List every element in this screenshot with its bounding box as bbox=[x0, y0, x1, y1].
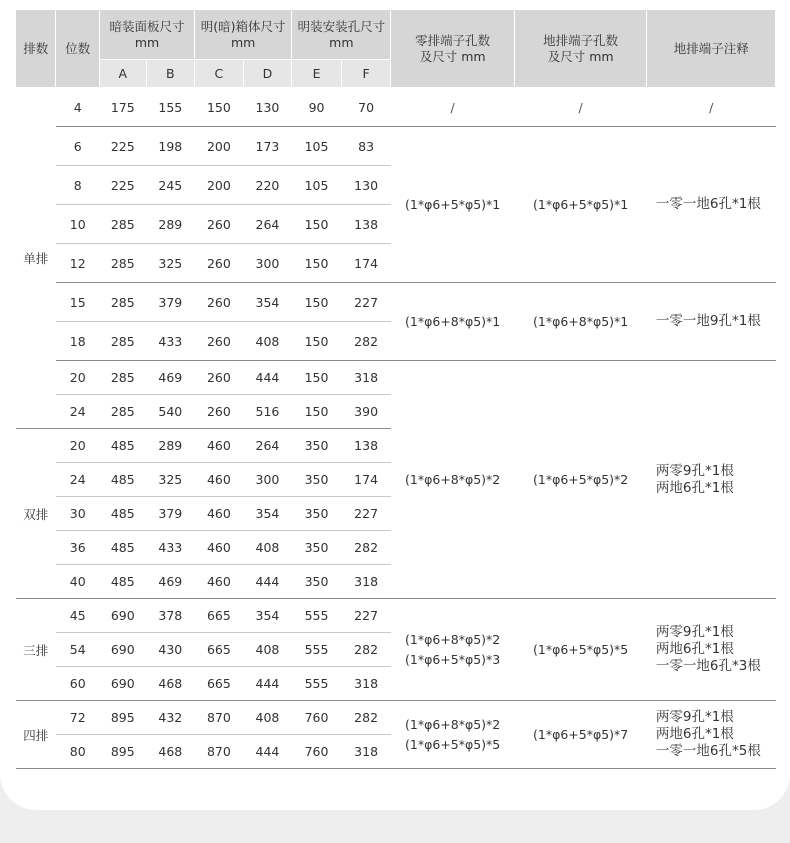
cell-c: 665 bbox=[195, 667, 244, 701]
cell-e: 760 bbox=[292, 735, 342, 769]
cell-b: 469 bbox=[146, 565, 195, 599]
cell-d: 300 bbox=[243, 244, 292, 283]
cell-b: 325 bbox=[146, 244, 195, 283]
table-row bbox=[16, 361, 776, 395]
cell-b: 468 bbox=[146, 735, 195, 769]
cell-a: 175 bbox=[99, 88, 146, 127]
cell-e: 350 bbox=[292, 497, 342, 531]
cell-c: 260 bbox=[195, 283, 244, 322]
cell-f: 138 bbox=[341, 429, 391, 463]
cell-c: 460 bbox=[195, 429, 244, 463]
cell-d: 173 bbox=[243, 127, 292, 166]
cell-e: 150 bbox=[292, 322, 342, 361]
cell-pos: 15 bbox=[56, 283, 100, 322]
cell-c: 260 bbox=[195, 361, 244, 395]
cell-e: 555 bbox=[292, 633, 342, 667]
cell-a: 485 bbox=[99, 565, 146, 599]
cell-d: 444 bbox=[243, 667, 292, 701]
cell-b: 245 bbox=[146, 166, 195, 205]
cell-d: 220 bbox=[243, 166, 292, 205]
cell-e: 150 bbox=[292, 395, 342, 429]
cell-b: 325 bbox=[146, 463, 195, 497]
cell-f: 318 bbox=[341, 565, 391, 599]
cell-note: 两零9孔*1根 两地6孔*1根 bbox=[647, 361, 776, 599]
cell-e: 350 bbox=[292, 565, 342, 599]
cell-note: 两零9孔*1根 两地6孔*1根 一零一地6孔*5根 bbox=[647, 701, 776, 769]
cell-c: 260 bbox=[195, 395, 244, 429]
cell-f: 83 bbox=[341, 127, 391, 166]
cell-f: 282 bbox=[341, 633, 391, 667]
cell-d: 408 bbox=[243, 322, 292, 361]
cell-c: 200 bbox=[195, 127, 244, 166]
cell-f: 390 bbox=[341, 395, 391, 429]
cell-f: 318 bbox=[341, 361, 391, 395]
cell-f: 227 bbox=[341, 283, 391, 322]
cell-pos: 30 bbox=[56, 497, 100, 531]
cell-c: 200 bbox=[195, 166, 244, 205]
cell-pos: 20 bbox=[56, 429, 100, 463]
cell-e: 760 bbox=[292, 701, 342, 735]
col-f: F bbox=[341, 60, 391, 88]
group-quad: 四排 bbox=[16, 701, 56, 769]
table-row bbox=[16, 127, 776, 166]
header-weishu: 位数 bbox=[56, 10, 100, 88]
cell-a: 485 bbox=[99, 497, 146, 531]
cell-pos: 80 bbox=[56, 735, 100, 769]
cell-d: 264 bbox=[243, 429, 292, 463]
cell-b: 469 bbox=[146, 361, 195, 395]
cell-c: 260 bbox=[195, 244, 244, 283]
cell-pos: 54 bbox=[56, 633, 100, 667]
cell-d: 354 bbox=[243, 283, 292, 322]
col-b: B bbox=[146, 60, 195, 88]
cell-note: 两零9孔*1根 两地6孔*1根 一零一地6孔*3根 bbox=[647, 599, 776, 701]
cell-d: 444 bbox=[243, 565, 292, 599]
cell-e: 150 bbox=[292, 244, 342, 283]
cell-d: 408 bbox=[243, 633, 292, 667]
cell-d: 444 bbox=[243, 361, 292, 395]
cell-ground: (1*φ6+5*φ5)*1 bbox=[514, 127, 647, 283]
cell-b: 198 bbox=[146, 127, 195, 166]
header-row bbox=[16, 10, 776, 60]
cell-f: 282 bbox=[341, 531, 391, 565]
cell-b: 433 bbox=[146, 531, 195, 565]
cell-pos: 18 bbox=[56, 322, 100, 361]
cell-b: 468 bbox=[146, 667, 195, 701]
cell-c: 460 bbox=[195, 497, 244, 531]
cell-c: 665 bbox=[195, 633, 244, 667]
cell-b: 433 bbox=[146, 322, 195, 361]
cell-pos: 24 bbox=[56, 463, 100, 497]
cell-f: 174 bbox=[341, 244, 391, 283]
cell-c: 460 bbox=[195, 565, 244, 599]
cell-pos: 10 bbox=[56, 205, 100, 244]
cell-f: 227 bbox=[341, 599, 391, 633]
group-double: 双排 bbox=[16, 429, 56, 599]
cell-c: 870 bbox=[195, 735, 244, 769]
cell-pos: 6 bbox=[56, 127, 100, 166]
table-row bbox=[16, 599, 776, 633]
cell-c: 460 bbox=[195, 463, 244, 497]
cell-pos: 40 bbox=[56, 565, 100, 599]
cell-a: 690 bbox=[99, 667, 146, 701]
header-ground-note: 地排端子注释 bbox=[647, 10, 776, 88]
col-d: D bbox=[243, 60, 292, 88]
cell-a: 285 bbox=[99, 283, 146, 322]
cell-pos: 45 bbox=[56, 599, 100, 633]
cell-pos: 8 bbox=[56, 166, 100, 205]
cell-a: 285 bbox=[99, 244, 146, 283]
cell-b: 289 bbox=[146, 205, 195, 244]
cell-pos: 36 bbox=[56, 531, 100, 565]
header-paishu: 排数 bbox=[16, 10, 56, 88]
cell-a: 225 bbox=[99, 127, 146, 166]
cell-e: 90 bbox=[292, 88, 342, 127]
header-hole-size: 明装安装孔尺寸 mm bbox=[292, 10, 391, 60]
cell-zero: (1*φ6+8*φ5)*1 bbox=[391, 283, 514, 361]
cell-c: 150 bbox=[195, 88, 244, 127]
cell-a: 485 bbox=[99, 429, 146, 463]
cell-e: 350 bbox=[292, 429, 342, 463]
spec-table bbox=[15, 9, 776, 769]
cell-pos: 60 bbox=[56, 667, 100, 701]
cell-d: 354 bbox=[243, 599, 292, 633]
cell-f: 70 bbox=[341, 88, 391, 127]
cell-a: 485 bbox=[99, 531, 146, 565]
cell-zero: (1*φ6+8*φ5)*2 (1*φ6+5*φ5)*5 bbox=[391, 701, 514, 769]
cell-a: 895 bbox=[99, 701, 146, 735]
cell-zero: (1*φ6+5*φ5)*1 bbox=[391, 127, 514, 283]
cell-e: 555 bbox=[292, 599, 342, 633]
col-a: A bbox=[99, 60, 146, 88]
cell-pos: 24 bbox=[56, 395, 100, 429]
cell-e: 350 bbox=[292, 531, 342, 565]
cell-c: 870 bbox=[195, 701, 244, 735]
cell-zero: (1*φ6+8*φ5)*2 bbox=[391, 361, 514, 599]
cell-c: 260 bbox=[195, 322, 244, 361]
cell-a: 690 bbox=[99, 633, 146, 667]
header-zero-terminal: 零排端子孔数 及尺寸 mm bbox=[391, 10, 514, 88]
cell-f: 282 bbox=[341, 701, 391, 735]
cell-f: 282 bbox=[341, 322, 391, 361]
cell-b: 155 bbox=[146, 88, 195, 127]
cell-b: 432 bbox=[146, 701, 195, 735]
col-c: C bbox=[195, 60, 244, 88]
cell-f: 130 bbox=[341, 166, 391, 205]
cell-e: 150 bbox=[292, 283, 342, 322]
cell-d: 264 bbox=[243, 205, 292, 244]
cell-a: 690 bbox=[99, 599, 146, 633]
cell-f: 174 bbox=[341, 463, 391, 497]
cell-e: 150 bbox=[292, 205, 342, 244]
cell-zero: (1*φ6+8*φ5)*2 (1*φ6+5*φ5)*3 bbox=[391, 599, 514, 701]
cell-pos: 12 bbox=[56, 244, 100, 283]
cell-d: 408 bbox=[243, 531, 292, 565]
cell-b: 430 bbox=[146, 633, 195, 667]
col-e: E bbox=[292, 60, 342, 88]
cell-c: 260 bbox=[195, 205, 244, 244]
cell-e: 350 bbox=[292, 463, 342, 497]
cell-d: 130 bbox=[243, 88, 292, 127]
header-ground-terminal: 地排端子孔数 及尺寸 mm bbox=[514, 10, 647, 88]
cell-e: 150 bbox=[292, 361, 342, 395]
cell-f: 138 bbox=[341, 205, 391, 244]
cell-a: 285 bbox=[99, 322, 146, 361]
cell-ground: (1*φ6+8*φ5)*1 bbox=[514, 283, 647, 361]
cell-pos: 4 bbox=[56, 88, 100, 127]
cell-ground: (1*φ6+5*φ5)*5 bbox=[514, 599, 647, 701]
cell-ground: (1*φ6+5*φ5)*2 bbox=[514, 361, 647, 599]
cell-d: 354 bbox=[243, 497, 292, 531]
cell-f: 227 bbox=[341, 497, 391, 531]
group-triple: 三排 bbox=[16, 599, 56, 701]
cell-pos: 20 bbox=[56, 361, 100, 395]
cell-a: 895 bbox=[99, 735, 146, 769]
cell-ground: (1*φ6+5*φ5)*7 bbox=[514, 701, 647, 769]
table-row bbox=[16, 283, 776, 322]
cell-d: 444 bbox=[243, 735, 292, 769]
cell-b: 289 bbox=[146, 429, 195, 463]
cell-b: 379 bbox=[146, 283, 195, 322]
cell-a: 485 bbox=[99, 463, 146, 497]
cell-b: 378 bbox=[146, 599, 195, 633]
group-single: 单排 bbox=[16, 88, 56, 429]
cell-b: 379 bbox=[146, 497, 195, 531]
cell-e: 555 bbox=[292, 667, 342, 701]
cell-f: 318 bbox=[341, 667, 391, 701]
cell-note: / bbox=[647, 88, 776, 127]
cell-a: 285 bbox=[99, 395, 146, 429]
cell-zero: / bbox=[391, 88, 514, 127]
header-panel-size: 暗装面板尺寸 mm bbox=[99, 10, 194, 60]
cell-b: 540 bbox=[146, 395, 195, 429]
cell-a: 285 bbox=[99, 361, 146, 395]
cell-note: 一零一地9孔*1根 bbox=[647, 283, 776, 361]
cell-d: 408 bbox=[243, 701, 292, 735]
header-box-size: 明(暗)箱体尺寸 mm bbox=[195, 10, 292, 60]
cell-d: 300 bbox=[243, 463, 292, 497]
cell-a: 225 bbox=[99, 166, 146, 205]
cell-c: 460 bbox=[195, 531, 244, 565]
cell-a: 285 bbox=[99, 205, 146, 244]
cell-note: 一零一地6孔*1根 bbox=[647, 127, 776, 283]
table-row bbox=[16, 701, 776, 735]
table-row bbox=[16, 88, 776, 127]
cell-c: 665 bbox=[195, 599, 244, 633]
cell-f: 318 bbox=[341, 735, 391, 769]
cell-e: 105 bbox=[292, 166, 342, 205]
cell-e: 105 bbox=[292, 127, 342, 166]
cell-ground: / bbox=[514, 88, 647, 127]
cell-pos: 72 bbox=[56, 701, 100, 735]
cell-d: 516 bbox=[243, 395, 292, 429]
